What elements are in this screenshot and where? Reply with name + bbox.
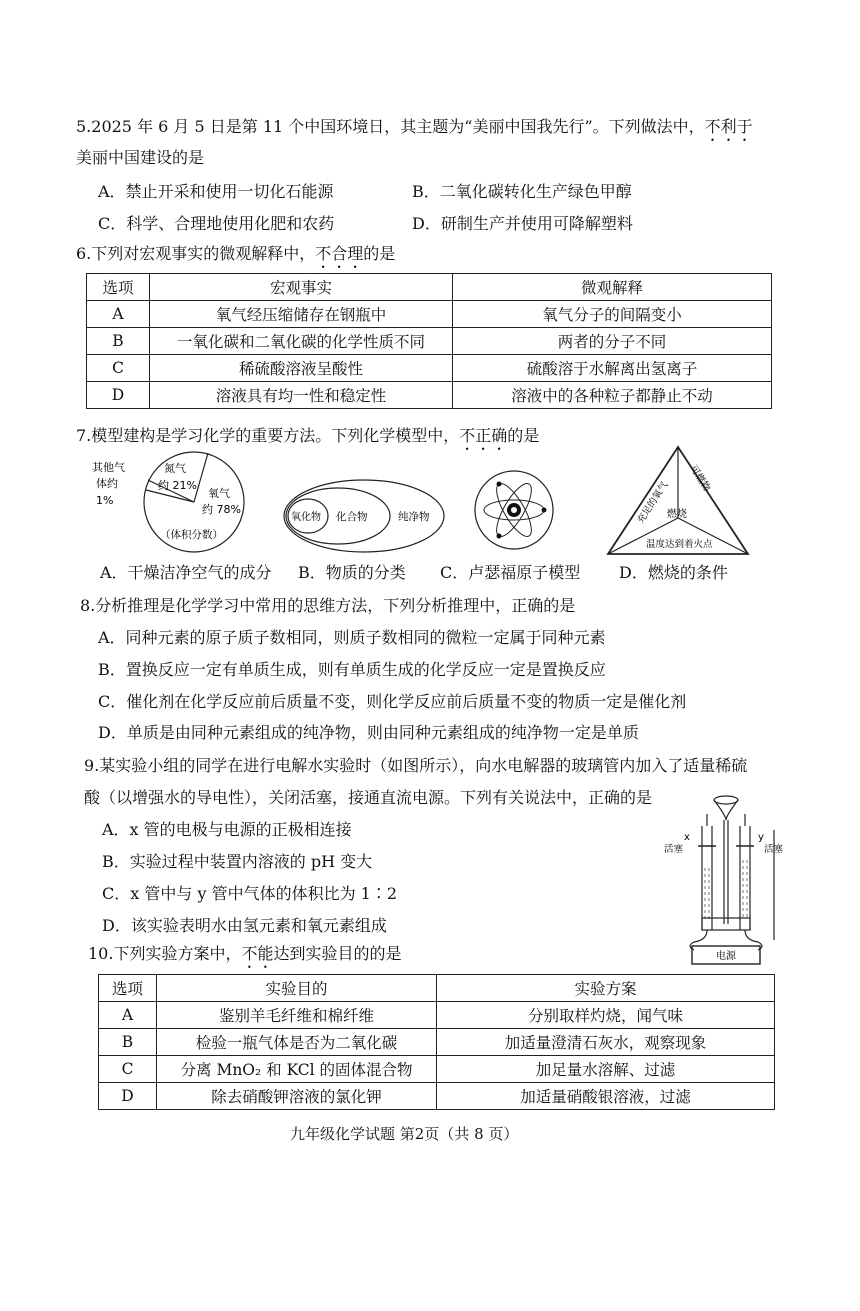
table-row xyxy=(99,1029,775,1056)
table-header-cell: 实验方案 xyxy=(437,975,775,1002)
table-cell: 稀硫酸溶液呈酸性 xyxy=(150,355,453,382)
water-electrolysis-figure xyxy=(664,790,794,970)
table-row xyxy=(99,1056,775,1083)
table-cell: D xyxy=(87,382,150,409)
table-header-cell: 选项 xyxy=(87,274,150,301)
q7-caption-a: A．干燥洁净空气的成分 xyxy=(100,563,272,582)
table-header-cell: 实验目的 xyxy=(157,975,437,1002)
table-cell: 鉴别羊毛纤维和棉纤维 xyxy=(157,1002,437,1029)
table-row xyxy=(99,1083,775,1110)
triangle-oxygen-label: 充足的氧气 xyxy=(635,479,671,526)
q9-stem-line1: 9.某实验小组的同学在进行电解水实验时（如图所示），向水电解器的玻璃管内加入了适量稀硫 xyxy=(84,756,748,775)
table-header-cell: 宏观事实 xyxy=(150,274,453,301)
table-header-cell: 微观解释 xyxy=(453,274,772,301)
table-cell: A xyxy=(99,1002,157,1029)
table-header-row xyxy=(87,274,772,301)
page-footer: 九年级化学试题 第2页（共 8 页） xyxy=(290,1125,519,1143)
q7-emphasis: 不正确 xyxy=(459,426,508,445)
q8-option-b: B．置换反应一定有单质生成，则有单质生成的化学反应一定是置换反应 xyxy=(98,660,606,679)
table-cell: 分离 MnO₂ 和 KCl 的固体混合物 xyxy=(157,1056,437,1083)
q5-option-b: B．二氧化碳转化生产绿色甲醇 xyxy=(412,182,632,201)
q5-emphasis: 不利于 xyxy=(704,117,753,136)
q7-caption-c: C．卢瑟福原子模型 xyxy=(440,563,581,582)
table-cell: 加足量水溶解、过滤 xyxy=(437,1056,775,1083)
pie-other-label-3: 1% xyxy=(96,494,114,507)
q8-stem: 8.分析推理是化学学习中常用的思维方法，下列分析推理中，正确的是 xyxy=(80,596,576,615)
valve-right-label: 活塞 xyxy=(764,844,784,855)
valve-left-label: 活塞 xyxy=(664,844,684,855)
q9-stem-line2: 酸（以增强水的导电性），关闭活塞，接通直流电源。下列有关说法中，正确的是 xyxy=(84,788,653,807)
table-cell: C xyxy=(87,355,150,382)
q5-option-c: C．科学、合理地使用化肥和农药 xyxy=(98,214,335,233)
table-cell: C xyxy=(99,1056,157,1083)
q9-option-b: B．实验过程中装置内溶液的 pH 变大 xyxy=(102,852,373,871)
q6-stem: 6.下列对宏观事实的微观解释中，不合理的是 xyxy=(76,244,396,263)
table-row xyxy=(87,328,772,355)
pie-other-label-1: 其他气 xyxy=(92,461,125,474)
tube-x-label: x xyxy=(684,832,690,843)
table-cell: 氧气分子的间隔变小 xyxy=(453,301,772,328)
triangle-temperature-label: 温度达到着火点 xyxy=(646,539,713,550)
table-cell: 检验一瓶气体是否为二氧化碳 xyxy=(157,1029,437,1056)
table-row xyxy=(99,1002,775,1029)
q7-stem: 7.模型建构是学习化学的重要方法。下列化学模型中，不正确的是 xyxy=(76,426,540,445)
q9-option-c: C．x 管中与 y 管中气体的体积比为 1∶2 xyxy=(102,884,398,903)
table-row xyxy=(87,301,772,328)
table-cell: 分别取样灼烧，闻气味 xyxy=(437,1002,775,1029)
table-cell: 硫酸溶于水解离出氢离子 xyxy=(453,355,772,382)
combustion-triangle-figure xyxy=(606,444,750,558)
table-row xyxy=(87,355,772,382)
table-cell: A xyxy=(87,301,150,328)
pie-other-label-2: 体约 xyxy=(96,477,118,490)
table-cell: 加适量澄清石灰水，观察现象 xyxy=(437,1029,775,1056)
triangle-center-label: 燃烧 xyxy=(667,509,687,520)
pie-n2-label-1: 氮气 xyxy=(164,462,186,475)
power-label: 电源 xyxy=(716,951,736,962)
pie-o2-label-2: 约 78% xyxy=(202,503,241,516)
table-cell: 一氧化碳和二氧化碳的化学性质不同 xyxy=(150,328,453,355)
table-cell: 氧气经压缩储存在钢瓶中 xyxy=(150,301,453,328)
table-cell: 加适量硝酸银溶液，过滤 xyxy=(437,1083,775,1110)
pie-note: （体积分数） xyxy=(160,529,223,541)
table-cell: 除去硝酸钾溶液的氯化钾 xyxy=(157,1083,437,1110)
table-cell: B xyxy=(99,1029,157,1056)
class-oxide-label: 氧化物 xyxy=(291,512,321,523)
table-cell: B xyxy=(87,328,150,355)
rutherford-atom-figure xyxy=(472,462,556,558)
table-cell: 溶液中的各种粒子都静止不动 xyxy=(453,382,772,409)
table-cell: D xyxy=(99,1083,157,1110)
q10-table xyxy=(98,974,775,1110)
q5-stem-line2: 美丽中国建设的是 xyxy=(76,148,205,167)
table-header-row xyxy=(99,975,775,1002)
tube-y-label: y xyxy=(758,832,764,843)
q5-option-a: A．禁止开采和使用一切化石能源 xyxy=(98,182,334,201)
q9-option-a: A．x 管的电极与电源的正极相连接 xyxy=(102,820,352,839)
q6-emphasis: 不合理 xyxy=(315,244,364,263)
triangle-fuel-label: 可燃物 xyxy=(687,463,713,494)
class-pure-label: 纯净物 xyxy=(398,511,430,523)
q9-option-d: D．该实验表明水由氢元素和氧元素组成 xyxy=(102,916,387,935)
q7-caption-d: D．燃烧的条件 xyxy=(619,563,728,582)
q10-stem: 10.下列实验方案中，不能达到实验目的的是 xyxy=(88,944,402,963)
q5-option-d: D．研制生产并使用可降解塑料 xyxy=(412,214,633,233)
q10-emphasis: 不能 xyxy=(241,944,274,963)
class-compound-label: 化合物 xyxy=(336,511,368,523)
table-cell: 溶液具有均一性和稳定性 xyxy=(150,382,453,409)
table-row xyxy=(87,382,772,409)
q8-option-a: A．同种元素的原子质子数相同，则质子数相同的微粒一定属于同种元素 xyxy=(98,628,606,647)
air-composition-pie-figure xyxy=(90,450,270,560)
q8-option-d: D．单质是由同种元素组成的纯净物，则由同种元素组成的纯净物一定是单质 xyxy=(98,723,639,742)
substance-classification-figure xyxy=(280,476,450,556)
table-header-cell: 选项 xyxy=(99,975,157,1002)
q8-option-c: C．催化剂在化学反应前后质量不变，则化学反应前后质量不变的物质一定是催化剂 xyxy=(98,692,687,711)
pie-o2-label-1: 氧气 xyxy=(208,487,230,500)
q6-table xyxy=(86,273,772,409)
q5-stem-line1: 5.2025 年 6 月 5 日是第 11 个中国环境日，其主题为“美丽中国我先行”。下列做法中，不利于 xyxy=(76,117,753,136)
q7-caption-b: B．物质的分类 xyxy=(298,563,406,582)
pie-n2-label-2: 约 21% xyxy=(158,479,197,492)
table-cell: 两者的分子不同 xyxy=(453,328,772,355)
